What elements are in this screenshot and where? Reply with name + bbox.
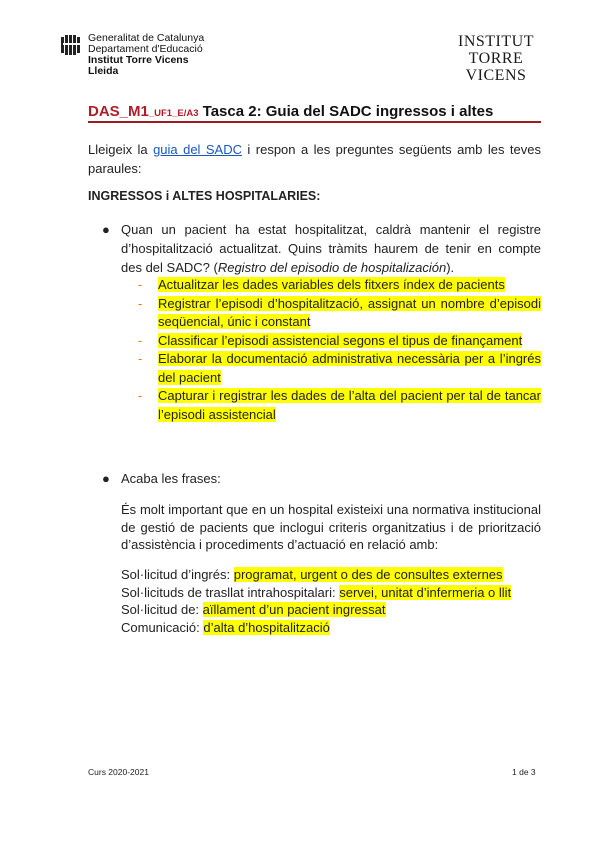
list-item: - Capturar i registrar les dades de l’alta del pacient per tal de tancar l’episodi assistencial (138, 388, 541, 422)
intro-before: Lleigeix la (88, 142, 154, 157)
answer-text: Actualitzar les dades variables dels fitxers índex de pacients (158, 277, 505, 292)
fill-in-lines (121, 566, 551, 636)
gen-line-4: Lleida (88, 65, 119, 77)
list-item: - Actualitzar les dades variables dels fitxers índex de pacients (138, 277, 505, 292)
line-label: Comunicació: (121, 619, 204, 635)
gen-line-3: Institut Torre Vicens (88, 54, 189, 66)
list-item (121, 601, 551, 619)
intro-paragraph (88, 140, 541, 178)
list-item (121, 584, 551, 602)
question-2-text: Acaba les frases: (121, 471, 221, 486)
line-answer: d’alta d’hospitalització (203, 619, 330, 635)
footer-course: Curs 2020-2021 (88, 767, 149, 777)
inst-logo-line1: INSTITUT (458, 33, 534, 50)
answer-text: Capturar i registrar les dades de l’alta del pacient per tal de tancar l’episodi assistencial (158, 388, 541, 422)
generalitat-logo-icon (61, 35, 83, 55)
title-divider (88, 121, 541, 123)
line-label: Sol·licitud d’ingrés: (121, 567, 234, 582)
answer-text: Classificar l’episodi assistencial segons el tipus de finançament (158, 332, 523, 348)
section-title: INGRESSOS i ALTES HOSPITALARIES: (88, 189, 321, 203)
page-title (88, 103, 493, 120)
guide-link[interactable]: guia del SADC (153, 142, 242, 157)
generalitat-header (88, 33, 204, 77)
question-2-paragraph: És molt important que en un hospital existeixi una normativa institucional de gestió de pacients que inclogui criteris organitzatius i de priorització d’assistència i procediments d’actuació en relació amb: (121, 502, 541, 552)
line-label: Sol·licituds de trasllat intrahospitalari: (121, 584, 340, 600)
answer-text: Elaborar la documentació administrativa necessària per a l’ingrés del pacient (158, 351, 541, 385)
line-answer: aïllament d’un pacient ingressat (202, 602, 386, 617)
bullet-icon: ● (102, 471, 110, 486)
footer-page-number: 1 de 3 (512, 767, 536, 777)
question-2 (102, 469, 221, 488)
line-answer: programat, urgent o des de consultes externes (233, 567, 503, 582)
intro-after: i respon a les preguntes següents amb les teves paraules: (88, 142, 541, 176)
list-item: - Classificar l’episodi assistencial segons el tipus de finançament (138, 332, 523, 348)
question-1 (102, 220, 541, 277)
title-code: DAS_M1 (88, 103, 149, 120)
gen-line-1: Generalitat de Catalunya (88, 32, 205, 44)
question-1-end: ). (446, 260, 455, 275)
institut-logo (446, 33, 546, 84)
question-1-text: Quan un pacient ha estat hospitalitzat, caldrà mantenir el registre d’hospitalització actualitzat. Quins tràmits haurem de tenir en compte des del SADC? ( (121, 222, 541, 275)
list-item (121, 566, 551, 584)
line-label: Sol·licitud de: (121, 602, 203, 617)
question-1-italic: Registro del episodio de hospitalización (217, 260, 447, 275)
bullet-icon: ● (102, 222, 110, 237)
list-item: - Elaborar la documentació administrativa necessària per a l’ingrés del pacient (138, 351, 541, 385)
inst-logo-line2: TORRE VICENS (465, 50, 527, 84)
answer-text: Registrar l’episodi d’hospitalització, assignat un nombre d’episodi seqüencial, únic i constant (158, 295, 541, 329)
line-answer: servei, unitat d’infermeria o llit (339, 584, 512, 600)
gen-line-2: Departament d'Educació (88, 43, 203, 55)
title-sub: _UF1_E/A3 (148, 108, 199, 119)
answer-list (138, 276, 541, 424)
list-item (121, 619, 551, 637)
title-text: Tasca 2: Guia del SADC ingressos i altes (198, 103, 494, 120)
list-item: - Registrar l’episodi d’hospitalització, assignat un nombre d’episodi seqüencial, únic i constant (138, 295, 541, 329)
